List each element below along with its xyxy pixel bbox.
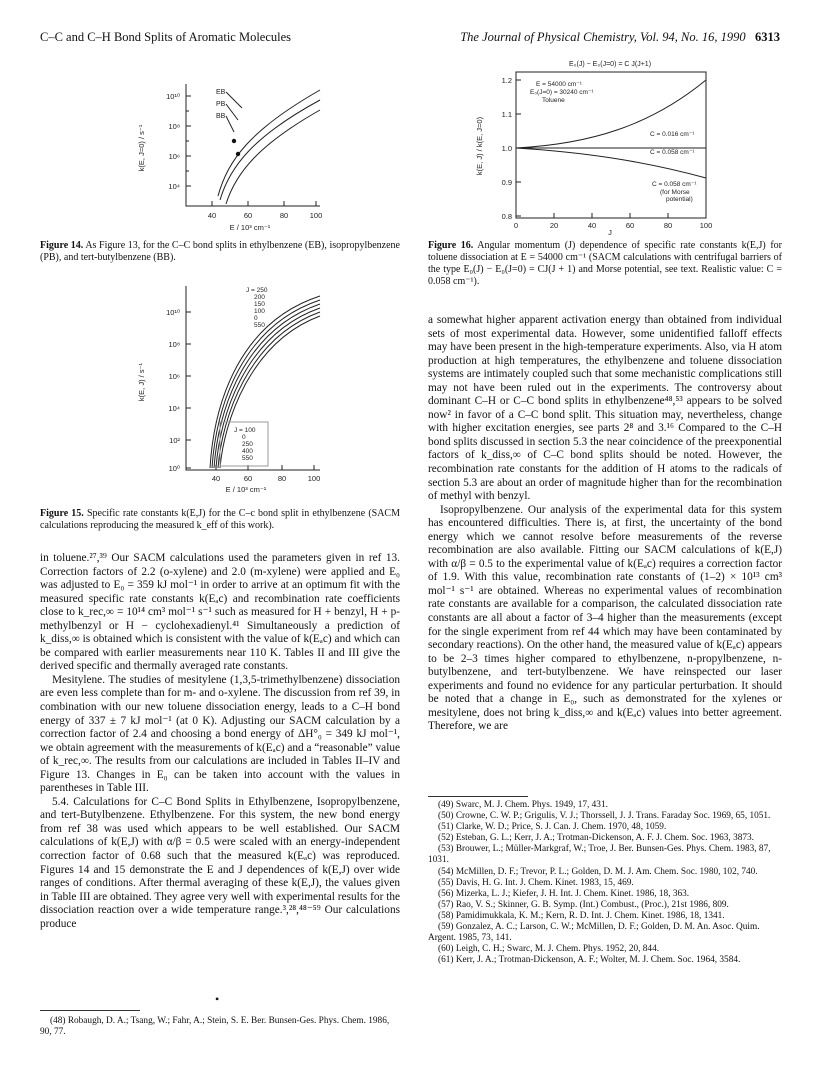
right-references xyxy=(428,800,782,966)
caption-label: Figure 16. xyxy=(428,240,474,251)
y-tick-label: 10⁸ xyxy=(168,340,180,349)
j-label: 250 xyxy=(242,441,253,448)
x-tick-label: 80 xyxy=(279,211,289,220)
x-tick-label: 60 xyxy=(625,221,635,230)
axes xyxy=(186,286,320,470)
figure-16-caption xyxy=(428,240,782,288)
y-tick-label: 10⁴ xyxy=(168,404,180,413)
reference: (54) McMillen, D. F.; Trevor, P. L.; Golden, D. M. J. Am. Chem. Soc. 1980, 102, 740. xyxy=(438,866,758,877)
figure-16-plot xyxy=(470,56,720,236)
x-axis-label: J xyxy=(608,228,612,237)
x-ticks xyxy=(212,201,316,206)
j-label: J = 250 xyxy=(246,287,268,294)
caption-text: Specific rate constants k(E,J) for the C–c bond split in ethylbenzene (SACM calculations reproducing the measured k_eff of this work). xyxy=(40,508,400,531)
paragraph: Mesitylene. The studies of mesitylene (1,3,5-trimethylbenzene) dissociation are even less complete than for m- and o-xylene. The discussion from ref 39, in combination with our new toluene dissociation energy, leads to a C–H bond energy of 337 ± 7 kJ mol⁻¹ (at 0 K). Adjusting our SACM calculation by a correction factor of 2.4 and choosing a bond energy of ΔH°₀ = 349 kJ mol⁻¹, we obtain agreement with the measurements of k(Eₐc) and a “reasonable” value of k_rec,∞. The results from our calculations are included in Tables II–IV and Figure 13. Changes in E₀ can be taken into account with the values in parentheses in Table III. xyxy=(40,673,400,795)
y-tick-label: 10⁶ xyxy=(168,372,180,381)
left-references xyxy=(40,1016,400,1038)
caption-label: Figure 14. xyxy=(40,240,84,251)
reference: (49) Swarc, M. J. Chem. Phys. 1949, 17, 431. xyxy=(438,800,608,810)
curve-label-eb: EB xyxy=(216,89,226,96)
j-label: 400 xyxy=(242,448,253,455)
x-tick-label: 60 xyxy=(243,474,253,483)
reference: (51) Clarke, W. D.; Price, S. J. Can. J. Chem. 1970, 48, 1059. xyxy=(438,822,667,833)
page-number: 6313 xyxy=(755,30,780,44)
curve-label: potential) xyxy=(666,196,693,203)
legend-molecule: Toluene xyxy=(542,97,565,104)
reference: (61) Kerr, J. A.; Trotman-Dickenson, A. F.; Wolter, M. J. Chem. Soc. 1964, 3584. xyxy=(438,955,741,966)
y-tick-label: 10⁸ xyxy=(168,122,180,131)
figure-15-plot xyxy=(130,282,360,498)
j-label: 200 xyxy=(254,294,265,301)
data-point xyxy=(236,152,240,156)
curve-label: C = 0.058 cm⁻¹ xyxy=(652,181,697,188)
paragraph: Isopropylbenzene. Our analysis of the experimental data for this system has encountered difficulties. There is, at first, the uncertainty of the bond energy which we cannot resolve before measurements of the reverse recombination are also available. Fitting our SACM calculations of k(E,J) with α/β = 0.5 to the experimental value of k(Eₐc) requires a correction factor of 1.9. With this value, recombination rate constants of (1–2) × 10¹³ cm³ mol⁻¹ s⁻¹ are obtained. Whereas no experimental values of recombination rate constants are available for a comparison, the calculated dissociation rate constants are all about a factor of 3–4 higher than the measurements (except for the single experiment from ref 44 which may have been contaminated by secondary reactions). On the other hand, the measured value of k(Eₐc) appears to be 2–3 times higher compared to ethylbenzene, n-propylbenzene, n-butylbenzene, and tert-butylbenzene. We have reinspected our laser experiments and found no evidence for any particular perturbation. It should be noted that a change in E₀, such as demonstrated for the xylenes or mesitylene, does not bring k_diss,∞ and k(Eₐc) values into better agreement. Therefore, we are xyxy=(428,503,782,733)
curve-label: C = 0.016 cm⁻¹ xyxy=(650,131,695,138)
x-tick-label: 20 xyxy=(549,221,559,230)
figure-16 xyxy=(470,56,720,236)
j-label: 0 xyxy=(242,434,246,441)
x-tick-label: 100 xyxy=(307,474,321,483)
curve-bb xyxy=(226,110,320,204)
x-tick-label: 40 xyxy=(211,474,221,483)
paragraph: in toluene.²⁷,³⁹ Our SACM calculations used the parameters given in ref 13. Correction factors of 2.2 (o-xylene) and 2.0 (m-xylene) were applied and E₀ was adjusted to E₀ = 359 kJ mol⁻¹ in order to arrive at an optimum fit with the measured specific rate constants k(Eₐc) and recombination rate coefficients close to k_rec,∞ = 10¹⁴ cm³ mol⁻¹ s⁻¹ such as measured for H + benzyl, H + p-methylbenzyl or H − cyclohexadienyl.⁴¹ Simultaneously a prediction of k_diss,∞ is obtained which is consistent with the value of k(Eₐc) and which can be compared with earlier measurements near 110 K. Tables II and III give the derived specific and thermally averaged rate constants. xyxy=(40,552,400,673)
j-label: 550 xyxy=(254,322,265,329)
curve-label-bb: BB xyxy=(216,113,226,120)
bullet: • xyxy=(215,992,220,1006)
x-tick-label: 100 xyxy=(309,211,323,220)
j-label: J = 100 xyxy=(234,427,256,434)
label-line-eb xyxy=(226,92,242,108)
reference: (58) Pamidimukkala, K. M.; Kern, R. D. Int. J. Chem. Kinet. 1986, 18, 1341. xyxy=(438,910,725,921)
x-ticks xyxy=(554,213,668,218)
x-tick-label: 40 xyxy=(207,211,217,220)
y-tick-label: 0.8 xyxy=(501,212,512,221)
reference: (60) Leigh, C. H.; Swarc, M. J. Chem. Phys. 1952, 20, 844. xyxy=(438,944,660,955)
y-tick-label: 10⁰ xyxy=(168,464,180,473)
legend-e0: E₀(J=0) = 30240 cm⁻¹ xyxy=(530,89,594,96)
figure-15-caption xyxy=(40,508,400,532)
y-ticks xyxy=(186,312,191,468)
label-line-bb xyxy=(226,116,234,132)
j-label: 550 xyxy=(242,455,253,462)
figure-14 xyxy=(130,78,360,238)
x-tick-label: 100 xyxy=(699,221,713,230)
y-axis-label: k(E, J=0) / s⁻¹ xyxy=(137,124,146,172)
caption-label: Figure 15. xyxy=(40,508,84,519)
journal-citation xyxy=(460,30,780,45)
y-tick-label: 1.0 xyxy=(501,144,512,153)
paragraph: 5.4. Calculations for C–C Bond Splits in Ethylbenzene, Isopropylbenzene, and tert-Butylbenzene. Ethylbenzene. For this system, the new bond energy from ref 38 was used which appears to be well established. Our SACM calculations of k(E,J) with α/β = 0.5 were scaled with an energy-independent correction factor of 0.68 such that the measured k(Eₐc) was reproduced. Figures 14 and 15 demonstrate the E and J dependences of k(E,J) over wide ranges of conditions. After thermal averaging of these k(E,J), the values given in Table III are obtained. They agree very well with experimental results for the dissociation reaction over a wide temperature range.³,²⁸,⁴⁸⁻⁵⁹ Our calculations produce xyxy=(40,795,400,930)
curve-pb xyxy=(220,100,320,200)
reference: (52) Esteban, G. L.; Kerr, J. A.; Trotman-Dickenson, A. F. J. Chem. Soc. 1963, 3873. xyxy=(438,833,754,844)
caption-text: Angular momentum (J) dependence of specific rate constants k(E,J) for toluene dissociation at E = 54000 cm⁻¹ (SACM calculations with centrifugal barriers of the type E₀(J) − E₀(J=0) = CJ(J + 1) and Morse potential, see text. Realistic value: C = 0.058 cm⁻¹). xyxy=(428,240,782,287)
y-axis-label: k(E, J) / s⁻¹ xyxy=(137,362,146,402)
y-tick-label: 0.9 xyxy=(501,178,512,187)
footnote-rule xyxy=(40,1010,140,1011)
curve-label: C = 0.058 cm⁻¹ xyxy=(650,149,695,156)
reference: (57) Rao, V. S.; Skinner, G. B. Symp. (Int.) Combust., (Proc.), 21st 1986, 809. xyxy=(438,899,729,910)
curve xyxy=(210,296,320,468)
curve-label-pb: PB xyxy=(216,101,226,108)
y-tick-label: 10⁶ xyxy=(168,152,180,161)
j-label: 0 xyxy=(254,315,258,322)
right-column-text xyxy=(428,314,782,734)
reference: (56) Mizerka, L. J.; Kiefer, J. H. Int. J. Chem. Kinet. 1986, 18, 363. xyxy=(438,888,690,899)
reference: (55) Davis, H. G. Int. J. Chem. Kinet. 1983, 15, 469. xyxy=(438,877,634,888)
y-tick-label: 10² xyxy=(169,436,180,445)
legend-energy: E = 54000 cm⁻¹ xyxy=(536,81,582,88)
reference: (59) Gonzalez, A. C.; Larson, C. W.; McMillen, D. F.; Golden, D. M. An. Asoc. Quim. Argent. 1985, 73, 141. xyxy=(428,922,760,944)
caption-text: As Figure 13, for the C–C bond splits in ethylbenzene (EB), isopropylbenzene (PB), and tert-butylbenzene (BB). xyxy=(40,240,400,263)
top-label: E₀(J) − E₀(J=0) = C J(J+1) xyxy=(568,61,652,68)
x-tick-label: 40 xyxy=(587,221,597,230)
x-tick-label: 80 xyxy=(663,221,673,230)
journal-name: The Journal of Physical Chemistry, Vol. 94, No. 16, 1990 xyxy=(460,30,746,44)
y-tick-label: 10⁴ xyxy=(168,182,180,191)
x-axis-label: E / 10³ cm⁻¹ xyxy=(225,485,267,494)
x-tick-label: 0 xyxy=(513,221,519,230)
figure-15 xyxy=(130,282,360,498)
j-label: 100 xyxy=(254,308,265,315)
y-tick-label: 10¹⁰ xyxy=(166,308,180,317)
curve xyxy=(214,304,320,468)
figure-14-plot xyxy=(130,78,360,238)
left-column-text xyxy=(40,552,400,931)
y-axis-label: k(E, J) / k(E, J=0) xyxy=(475,116,484,176)
reference: (53) Brouwer, L.; Müller-Markgraf, W.; Troe, J. Ber. Bunsen-Ges. Phys. Chem. 1983, 87, 1031. xyxy=(428,844,771,866)
y-tick-label: 1.1 xyxy=(501,110,512,119)
running-head: C–C and C–H Bond Splits of Aromatic Molecules xyxy=(40,30,292,44)
y-ticks xyxy=(186,96,191,186)
j-label: 150 xyxy=(254,301,265,308)
reference: (50) Crowne, C. W. P.; Grigulis, V. J.; Thorssell, J. J. Trans. Faraday Soc. 1969, 65, 1051. xyxy=(438,811,771,822)
paragraph: a somewhat higher apparent activation energy than obtained from individual sets of most experimental data. However, some unidentified falloff effects may have been present in the high-temperature experiments. Also, via H atom production at high temperatures, the ethylbenzene and toluene dissociation systems are intimately coupled such that some mechanistic complications still may not have been ruled out in the experiments. The controversy about dominant C–H or C–C bond splits in ethylbenzene⁴⁸,⁵³ appears to be solved now² in favor of a C–C bond split. This situation may, nevertheless, change with higher excitation energies, see parts 2⁸ and 3.¹⁶ Compared to the C–H bond splits discussed in section 5.3 the near coincidence of the preexponential factors of k_diss,∞ of C–C bond splits should be noted. However, the recombination rate constants for the addition of H atoms to the radicals of section 5.3 are about an order of magnitude higher than for the recombination of methyl with benzyl. xyxy=(428,314,782,503)
data-point xyxy=(232,139,236,143)
y-tick-label: 10¹⁰ xyxy=(166,92,180,101)
x-tick-label: 60 xyxy=(243,211,253,220)
x-tick-label: 80 xyxy=(277,474,287,483)
label-line-pb xyxy=(226,104,238,120)
footnote-rule xyxy=(428,796,528,797)
curve-label: (for Morse xyxy=(660,189,690,196)
y-tick-label: 1.2 xyxy=(501,76,512,85)
x-axis-label: E / 10³ cm⁻¹ xyxy=(229,223,271,232)
figure-14-caption xyxy=(40,240,400,264)
reference: (48) Robaugh, D. A.; Tsang, W.; Fahr, A.; Stein, S. E. Ber. Bunsen-Ges. Phys. Chem. 1986, 90, 77. xyxy=(40,1016,390,1038)
